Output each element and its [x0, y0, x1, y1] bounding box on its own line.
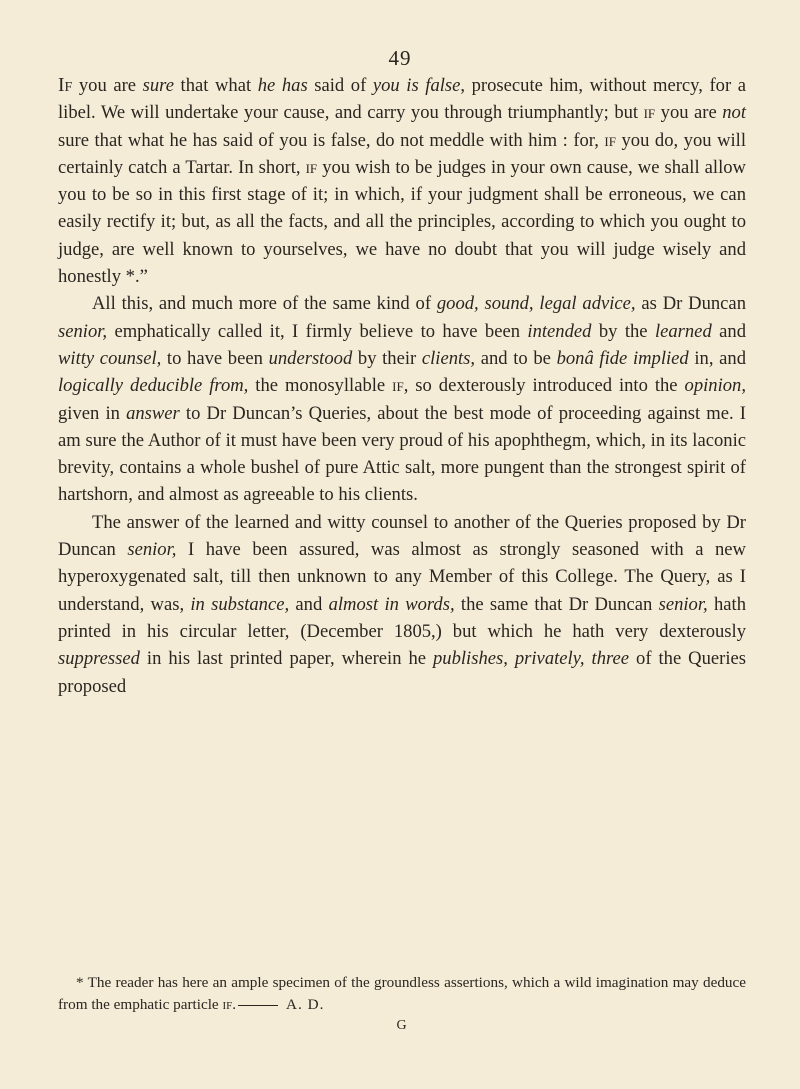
- text-run: logically deducible from,: [58, 375, 249, 397]
- text-run: to Dr Duncan’s Queries, about the best mode of proceeding against me. I am sure the Author of it must have been very proud of his apophthegm, which, in its laconic brevity, contains a whole bushel of pure Attic salt, more pungent than the strongest spirit of hartshorn, and almost as agreeable to his clients.: [58, 402, 746, 506]
- text-run: The answer of the learned and witty counsel to another of the Queries proposed by Dr Duncan: [58, 511, 746, 561]
- text-run: of the Queries proposed: [58, 648, 746, 697]
- footnote-body: * The reader has here an ample specimen of the groundless assertions, which a wild imagination may deduce from the emphatic particle: [58, 974, 746, 1013]
- footnote-signature: A. D.: [286, 996, 325, 1013]
- text-run: senior,: [58, 320, 108, 342]
- text-run: the monosyllable: [248, 375, 393, 397]
- footnote-dash: [238, 1005, 278, 1006]
- text-run: as Dr Duncan: [635, 293, 746, 315]
- text-run: you do, you will certainly catch a Tartar. In short,: [58, 129, 747, 178]
- text-run: not: [722, 102, 746, 124]
- text-run: sure: [142, 75, 174, 96]
- text-run: and: [711, 320, 746, 342]
- text-run: given in: [58, 402, 127, 424]
- text-run: suppressed: [58, 648, 140, 670]
- paragraph-1: [58, 72, 746, 290]
- text-run: if: [604, 129, 616, 151]
- paragraph-2: [58, 290, 746, 508]
- text-run: I have been assured, was almost as strongly seasoned with a new hyperoxygenated salt, till then unknown to any Member of this College. The Query, as I understand, was,: [58, 539, 746, 615]
- text-run: clients,: [421, 347, 476, 369]
- text-run: if: [305, 156, 318, 178]
- text-run: good, sound, legal advice,: [436, 293, 636, 315]
- text-run: by their: [352, 347, 422, 369]
- text-run: the same that Dr Duncan: [454, 593, 659, 615]
- text-run: bonâ fide implied: [556, 347, 689, 369]
- text-run: intended: [527, 320, 592, 342]
- footnote-particle: if: [222, 996, 233, 1013]
- text-run: senior,: [658, 593, 708, 615]
- text-run: he has: [257, 75, 308, 96]
- text-run: said of: [307, 75, 373, 96]
- text-run: emphatically called it, I firmly believe to have been: [107, 320, 528, 342]
- text-run: learned: [654, 320, 712, 342]
- text-run: and to be: [475, 347, 557, 369]
- text-run: sure that what he has said of you is false, do not meddle with him : for,: [58, 129, 605, 151]
- paragraph-3: [58, 509, 746, 700]
- body-text: [58, 72, 746, 700]
- text-run: , so dexterously introduced into the: [403, 375, 685, 397]
- text-run: answer: [126, 402, 180, 424]
- text-run: to have been: [161, 347, 269, 369]
- page-number: 49: [388, 46, 412, 70]
- text-run: publishes, privately, three: [433, 648, 630, 670]
- text-run: All this, and much more of the same kind of: [92, 293, 437, 315]
- text-run: you is false: [372, 75, 461, 96]
- text-run: you are: [655, 102, 723, 124]
- text-run: hath printed in his circular letter, (December 1805,) but which he hath very dexterously: [58, 593, 746, 642]
- text-run: if: [643, 102, 656, 124]
- footnote: [58, 972, 746, 1016]
- text-run: senior,: [127, 539, 177, 561]
- footnote-text: * The reader has here an ample specimen of the groundless assertions, which a wild imagination may deduce from the emphatic particle if. A. D.: [58, 974, 746, 1013]
- text-run: , prosecute him, without mercy, for a libel. We will undertake your cause, and carry you through triumphantly; but: [58, 75, 746, 124]
- text-run: opinion,: [684, 375, 746, 397]
- signature-mark: G: [396, 1018, 408, 1033]
- text-run: you are: [72, 75, 143, 96]
- text-run: If: [58, 75, 73, 96]
- text-run: and: [289, 593, 329, 615]
- text-run: almost in words,: [328, 593, 455, 615]
- text-run: understood: [268, 347, 353, 369]
- text-run: by the: [591, 320, 655, 342]
- text-run: you wish to be judges in your own cause, we shall allow you to be so in this first stage of it; in which, if your judgment shall be erroneous, we can easily rectify it; but, as all the facts, and all the principles, according to which you ought to judge, are well known to yourselves, we have no doubt that you will judge wisely and honestly *.”: [58, 156, 746, 288]
- text-run: witty counsel,: [58, 347, 162, 369]
- text-run: if: [392, 375, 404, 397]
- text-run: that what: [173, 75, 258, 96]
- text-run: in, and: [688, 347, 746, 369]
- text-run: in his last printed paper, wherein he: [139, 648, 433, 670]
- text-run: in substance,: [190, 593, 290, 615]
